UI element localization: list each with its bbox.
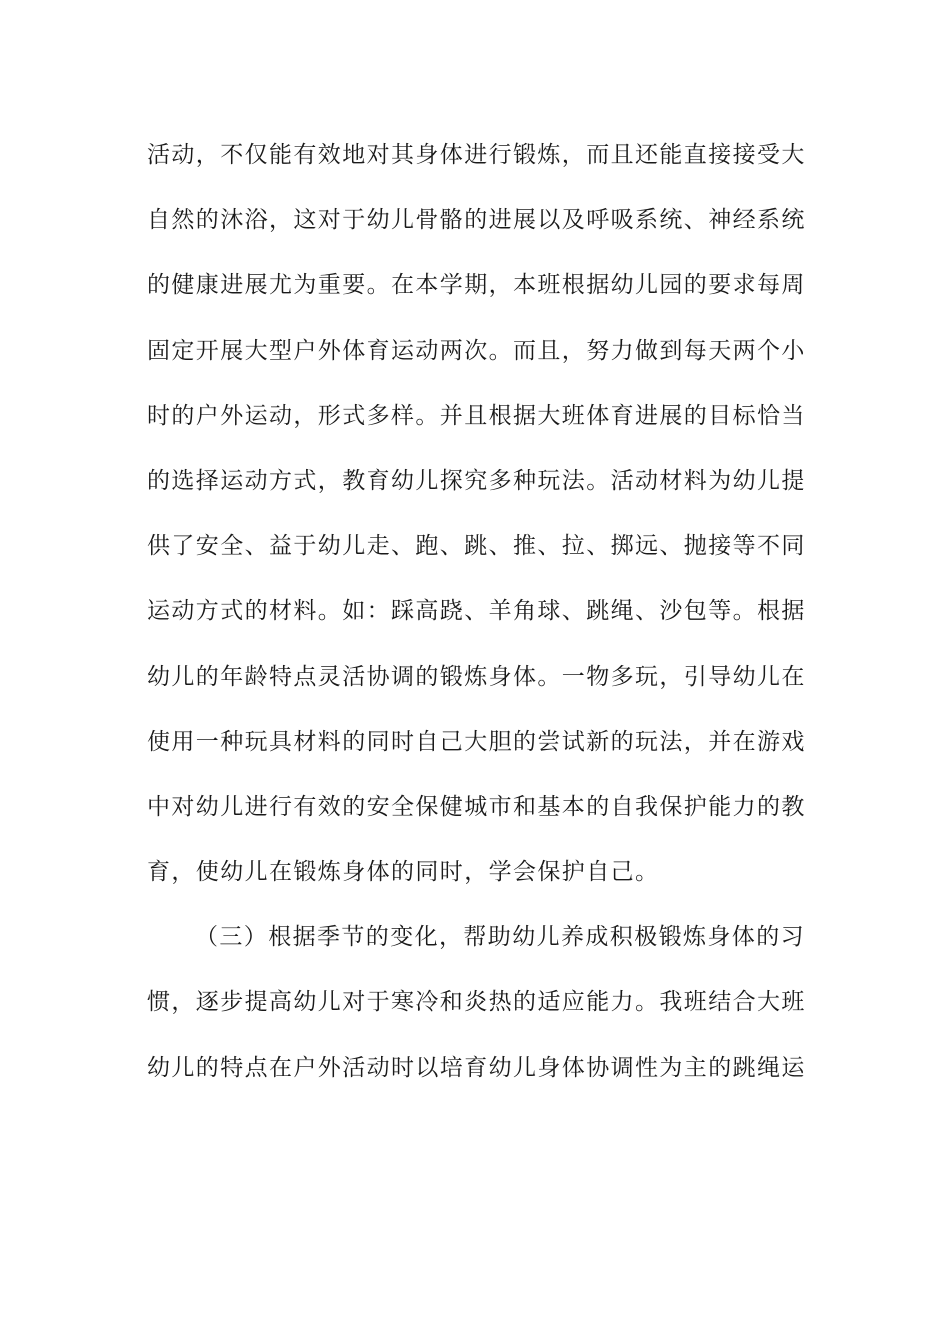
- text-line: 中对幼儿进行有效的安全保健城市和基本的自我保护能力的教: [147, 793, 806, 820]
- text-line: 育，使幼儿在锻炼身体的同时，学会保护自己。: [147, 859, 660, 886]
- text-line: 使用一种玩具材料的同时自己大胆的尝试新的玩法，并在游戏: [147, 728, 806, 755]
- document-body: [147, 126, 807, 1104]
- text-line: 活动，不仅能有效地对其身体进行锻炼，而且还能直接接受大: [147, 142, 806, 168]
- text-line: 时的户外运动，形式多样。并且根据大班体育进展的目标恰当: [147, 402, 806, 429]
- text-line: 运动方式的材料。如：踩高跷、羊角球、跳绳、沙包等。根据: [147, 598, 806, 625]
- text-line: 固定开展大型户外体育运动两次。而且，努力做到每天两个小: [147, 337, 806, 364]
- section-heading-line: （三）根据季节的变化，帮助幼儿养成积极锻炼身体的习: [195, 924, 805, 951]
- text-line: 惯，逐步提高幼儿对于寒冷和炎热的适应能力。我班结合大班: [147, 989, 806, 1016]
- text-line: 幼儿的年龄特点灵活协调的锻炼身体。一物多玩，引导幼儿在: [147, 663, 806, 690]
- text-line: 的选择运动方式，教育幼儿探究多种玩法。活动材料为幼儿提: [147, 467, 806, 494]
- text-line: 幼儿的特点在户外活动时以培育幼儿身体协调性为主的跳绳运: [147, 1054, 806, 1081]
- text-line: 的健康进展尤为重要。在本学期，本班根据幼儿园的要求每周: [147, 272, 806, 299]
- text-line: 自然的沐浴，这对于幼儿骨骼的进展以及呼吸系统、神经系统: [147, 207, 806, 234]
- text-line: 供了安全、益于幼儿走、跑、跳、推、拉、掷远、抛接等不同: [147, 533, 806, 560]
